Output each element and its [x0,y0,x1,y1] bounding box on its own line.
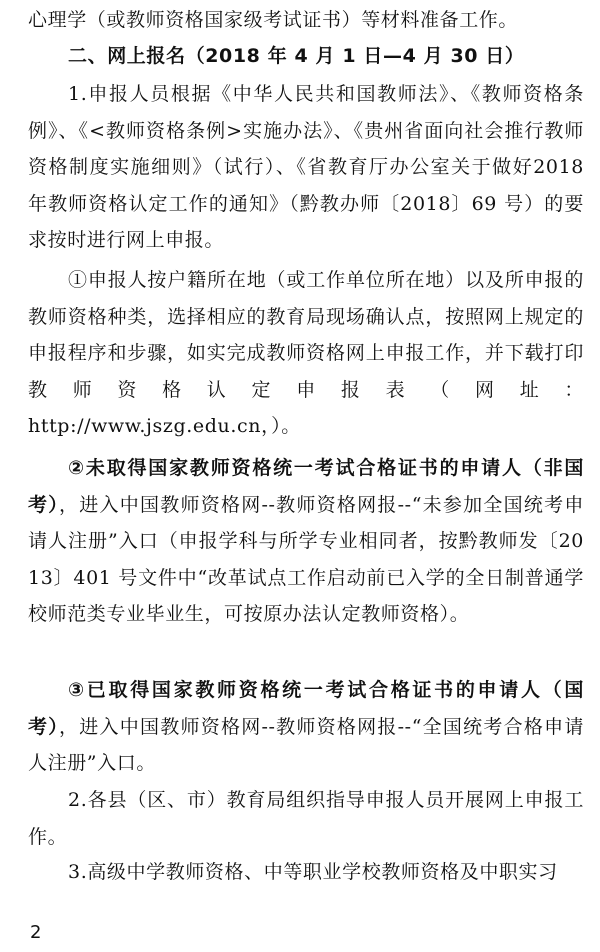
continued-text-line [28,2,584,39]
paragraph-4-text: ，进入中国教师资格网--教师资格网报--“全国统考合格申请人注册”入口。 [28,715,584,774]
paragraph-4 [28,672,584,782]
paragraph-1 [28,76,584,259]
paragraph-2-text: ①申报人按户籍所在地（或工作单位所在地）以及所申报的教师资格种类，选择相应的教育局现场确认点，按照网上规定的申报程序和步骤，如实完成教师资格网上申报工作，并下载打印教师资格认定申报表（网址： [28,269,584,401]
paragraph-1-text: 1.申报人员根据《中华人民共和国教师法》、《教师资格条例》、《<教师资格条例>实施办法》、《贵州省面向社会推行教师资格制度实施细则》（试行）、《省教育厅办公室关于做好2018 年教师资格认定工作的通知》（黔教办师〔2018〕69 号）的要求按时进行网上申报。 [28,83,584,251]
website-url-text: http://www.jszg.edu.cn，）。 [28,415,301,437]
paragraph-2 [28,262,584,408]
paragraph-3 [28,450,584,633]
paragraph-5 [28,782,584,855]
continued-text: 心理学（或教师资格国家级考试证书）等材料准备工作。 [28,9,519,31]
paragraph-2-url-line [28,408,584,445]
paragraph-3-bold-lead: ②未取得国家教师资格统一考试合格证书的申请人（非国考） [28,457,584,516]
section-heading-online-registration [28,38,584,75]
paragraph-5-text: 2.各县（区、市）教育局组织指导申报人员开展网上申报工作。 [28,789,584,848]
paragraph-6-text: 3.高级中学教师资格、中等职业学校教师资格及中职实习 [68,861,558,883]
paragraph-6 [28,854,584,891]
paragraph-4-bold-lead: ③已取得国家教师资格统一考试合格证书的申请人（国考） [28,679,584,738]
paragraph-3-text: ，进入中国教师资格网--教师资格网报--“未参加全国统考申请人注册”入口（申报学科与所学专业相同者，按黔教师发〔2013〕401 号文件中“改革试点工作启动前已入学的全日制普通学校师范类专业毕业生，可按原办法认定教师资格）。 [28,493,584,625]
page-number: 2 [30,922,42,943]
section-heading-text: 二、网上报名（2018 年 4 月 1 日—4 月 30 日） [68,45,525,67]
